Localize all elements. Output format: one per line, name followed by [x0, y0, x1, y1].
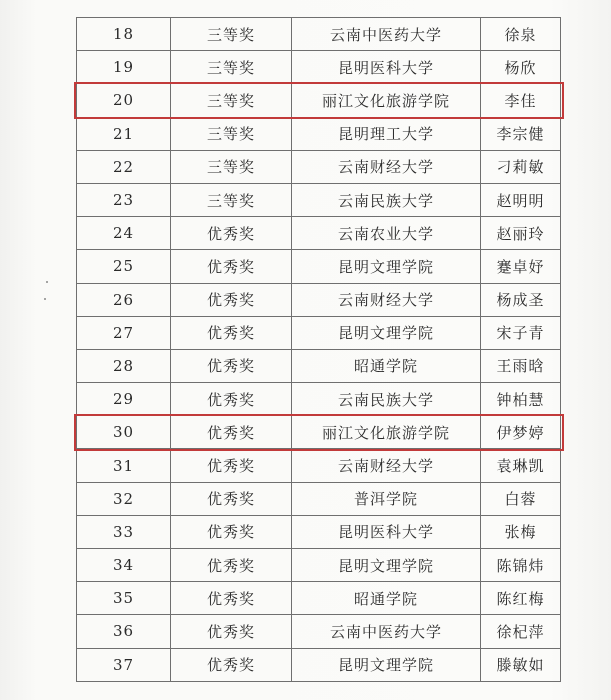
school-name-cell: 昆明文理学院	[292, 316, 481, 349]
school-name-cell: 云南中医药大学	[292, 615, 481, 648]
winner-name-cell: 钟柏慧	[481, 383, 561, 416]
award-level-cell: 优秀奖	[171, 349, 292, 382]
table-row	[77, 117, 561, 150]
winner-name-cell: 伊梦婷	[481, 416, 561, 449]
table-row	[77, 648, 561, 681]
award-level-cell: 优秀奖	[171, 615, 292, 648]
table-row	[77, 84, 561, 117]
winner-name-cell: 杨成圣	[481, 283, 561, 316]
winner-name-cell: 赵丽玲	[481, 217, 561, 250]
award-level-cell: 优秀奖	[171, 515, 292, 548]
school-name-cell: 云南农业大学	[292, 217, 481, 250]
school-name-cell: 昆明文理学院	[292, 250, 481, 283]
award-level-cell: 优秀奖	[171, 250, 292, 283]
award-level-cell: 优秀奖	[171, 283, 292, 316]
row-number-cell: 28	[77, 349, 171, 382]
scan-speck	[46, 281, 48, 283]
award-level-cell: 三等奖	[171, 84, 292, 117]
winner-name-cell: 陈红梅	[481, 582, 561, 615]
award-level-cell: 三等奖	[171, 150, 292, 183]
table-row	[77, 316, 561, 349]
row-number-cell: 35	[77, 582, 171, 615]
winner-name-cell: 袁琳凯	[481, 449, 561, 482]
scan-speck	[44, 298, 46, 300]
row-number-cell: 25	[77, 250, 171, 283]
row-number-cell: 33	[77, 515, 171, 548]
table-row	[77, 416, 561, 449]
row-number-cell: 29	[77, 383, 171, 416]
school-name-cell: 云南财经大学	[292, 150, 481, 183]
table-row	[77, 549, 561, 582]
table-row	[77, 582, 561, 615]
row-number-cell: 20	[77, 84, 171, 117]
winner-name-cell: 白蓉	[481, 482, 561, 515]
winner-name-cell: 蹇卓妤	[481, 250, 561, 283]
row-number-cell: 36	[77, 615, 171, 648]
school-name-cell: 云南财经大学	[292, 283, 481, 316]
award-level-cell: 三等奖	[171, 18, 292, 51]
school-name-cell: 云南民族大学	[292, 383, 481, 416]
table-row	[77, 51, 561, 84]
table-row	[77, 250, 561, 283]
winner-name-cell: 杨欣	[481, 51, 561, 84]
school-name-cell: 昆明理工大学	[292, 117, 481, 150]
award-level-cell: 优秀奖	[171, 416, 292, 449]
school-name-cell: 昆明文理学院	[292, 549, 481, 582]
winner-name-cell: 宋子青	[481, 316, 561, 349]
table-row	[77, 150, 561, 183]
row-number-cell: 37	[77, 648, 171, 681]
winner-name-cell: 徐杞萍	[481, 615, 561, 648]
school-name-cell: 云南民族大学	[292, 183, 481, 216]
table-row	[77, 449, 561, 482]
row-number-cell: 27	[77, 316, 171, 349]
winner-name-cell: 李佳	[481, 84, 561, 117]
row-number-cell: 24	[77, 217, 171, 250]
award-level-cell: 优秀奖	[171, 449, 292, 482]
table-row	[77, 482, 561, 515]
award-level-cell: 优秀奖	[171, 582, 292, 615]
school-name-cell: 昆明文理学院	[292, 648, 481, 681]
row-number-cell: 22	[77, 150, 171, 183]
row-number-cell: 19	[77, 51, 171, 84]
winner-name-cell: 赵明明	[481, 183, 561, 216]
row-number-cell: 34	[77, 549, 171, 582]
table-row	[77, 615, 561, 648]
winner-name-cell: 陈锦炜	[481, 549, 561, 582]
table-row	[77, 283, 561, 316]
award-level-cell: 三等奖	[171, 51, 292, 84]
award-level-cell: 优秀奖	[171, 383, 292, 416]
award-level-cell: 优秀奖	[171, 549, 292, 582]
school-name-cell: 云南财经大学	[292, 449, 481, 482]
winner-name-cell: 滕敏如	[481, 648, 561, 681]
award-level-cell: 优秀奖	[171, 648, 292, 681]
award-level-cell: 优秀奖	[171, 217, 292, 250]
winner-name-cell: 徐泉	[481, 18, 561, 51]
school-name-cell: 昭通学院	[292, 582, 481, 615]
table-row	[77, 183, 561, 216]
table-row	[77, 515, 561, 548]
school-name-cell: 丽江文化旅游学院	[292, 416, 481, 449]
table-row	[77, 383, 561, 416]
row-number-cell: 21	[77, 117, 171, 150]
award-level-cell: 优秀奖	[171, 316, 292, 349]
row-number-cell: 31	[77, 449, 171, 482]
table-row	[77, 18, 561, 51]
row-number-cell: 18	[77, 18, 171, 51]
row-number-cell: 32	[77, 482, 171, 515]
school-name-cell: 昭通学院	[292, 349, 481, 382]
table-row	[77, 349, 561, 382]
winner-name-cell: 刁莉敏	[481, 150, 561, 183]
award-level-cell: 三等奖	[171, 183, 292, 216]
school-name-cell: 丽江文化旅游学院	[292, 84, 481, 117]
row-number-cell: 30	[77, 416, 171, 449]
awards-table-body	[77, 18, 561, 682]
winner-name-cell: 张梅	[481, 515, 561, 548]
award-level-cell: 优秀奖	[171, 482, 292, 515]
award-level-cell: 三等奖	[171, 117, 292, 150]
awards-table	[76, 17, 561, 682]
row-number-cell: 26	[77, 283, 171, 316]
school-name-cell: 昆明医科大学	[292, 515, 481, 548]
school-name-cell: 云南中医药大学	[292, 18, 481, 51]
row-number-cell: 23	[77, 183, 171, 216]
table-row	[77, 217, 561, 250]
school-name-cell: 普洱学院	[292, 482, 481, 515]
winner-name-cell: 王雨晗	[481, 349, 561, 382]
school-name-cell: 昆明医科大学	[292, 51, 481, 84]
winner-name-cell: 李宗健	[481, 117, 561, 150]
